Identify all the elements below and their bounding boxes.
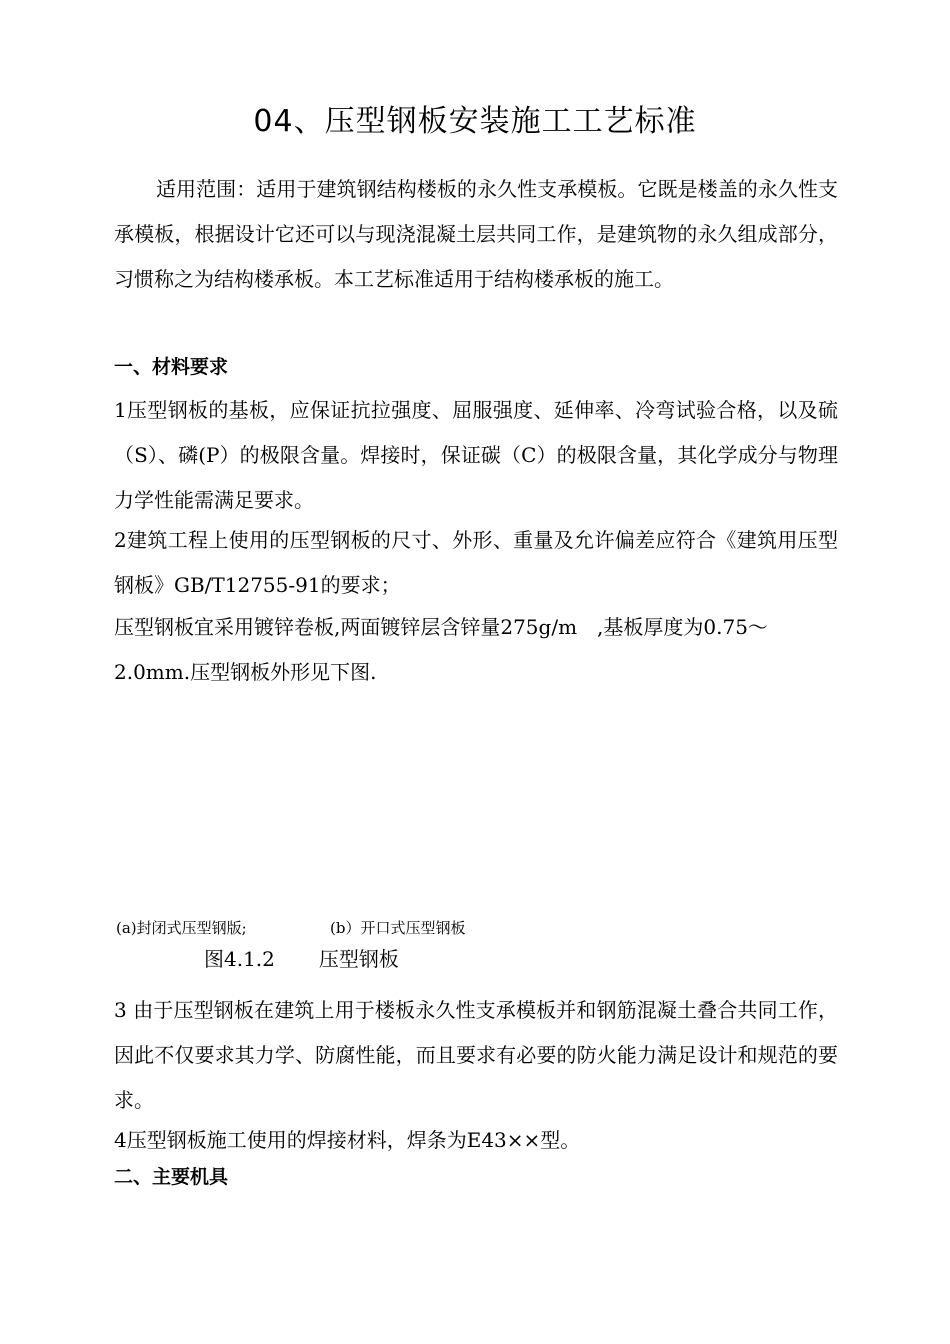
item-2-paragraph: 2建筑工程上使用的压型钢板的尺寸、外形、重量及允许偏差应符合《建筑用压型钢板》GB/T12755-91的要求； [114,528,838,597]
figure-subcaption-b: (b）开口式压型钢板 [330,919,466,937]
item-3-paragraph: 3 由于压型钢板在建筑上用于楼板永久性支承模板并和钢筋混凝土叠合共同工作，因此不仅要求其力学、防腐性能，而且要求有必要的防火能力满足设计和规范的要求。 [114,998,838,1112]
figure-placeholder [114,705,838,905]
item-2-thickness-line: 2.0mm.压型钢板外形见下图. [114,660,377,684]
figure-caption [204,944,399,974]
item-4-paragraph: 4压型钢板施工使用的焊接材料，焊条为E43××型。 [114,1128,581,1152]
document-title: 04、压型钢板安装施工工艺标准 [253,104,697,139]
figure-number: 图4.1.2 [204,947,275,971]
section-heading-materials: 一、材料要求 [114,356,229,378]
figure-subcaption-a: (a)封闭式压型钢版; [116,919,247,937]
section-heading-tools: 二、主要机具 [114,1166,229,1188]
item-2-zinc-line: 压型钢板宜采用镀锌卷板,两面镀锌层含锌量275g/m ,基板厚度为0.75～ [114,615,768,639]
item-1-paragraph: 1压型钢板的基板，应保证抗拉强度、屈服强度、延伸率、冷弯试验合格，以及硫（S）、磷(P）的极限含量。焊接时，保证碳（C）的极限含量，其化学成分与物理力学性能需满足要求。 [114,398,838,512]
intro-paragraph: 适用范围：适用于建筑钢结构楼板的永久性支承模板。它既是楼盖的永久性支承模板，根据设计它还可以与现浇混凝土层共同工作，是建筑物的永久组成部分，习惯称之为结构楼承板。本工艺标准适用于结构楼承板的施工。 [114,177,838,291]
figure-name: 压型钢板 [318,947,399,971]
